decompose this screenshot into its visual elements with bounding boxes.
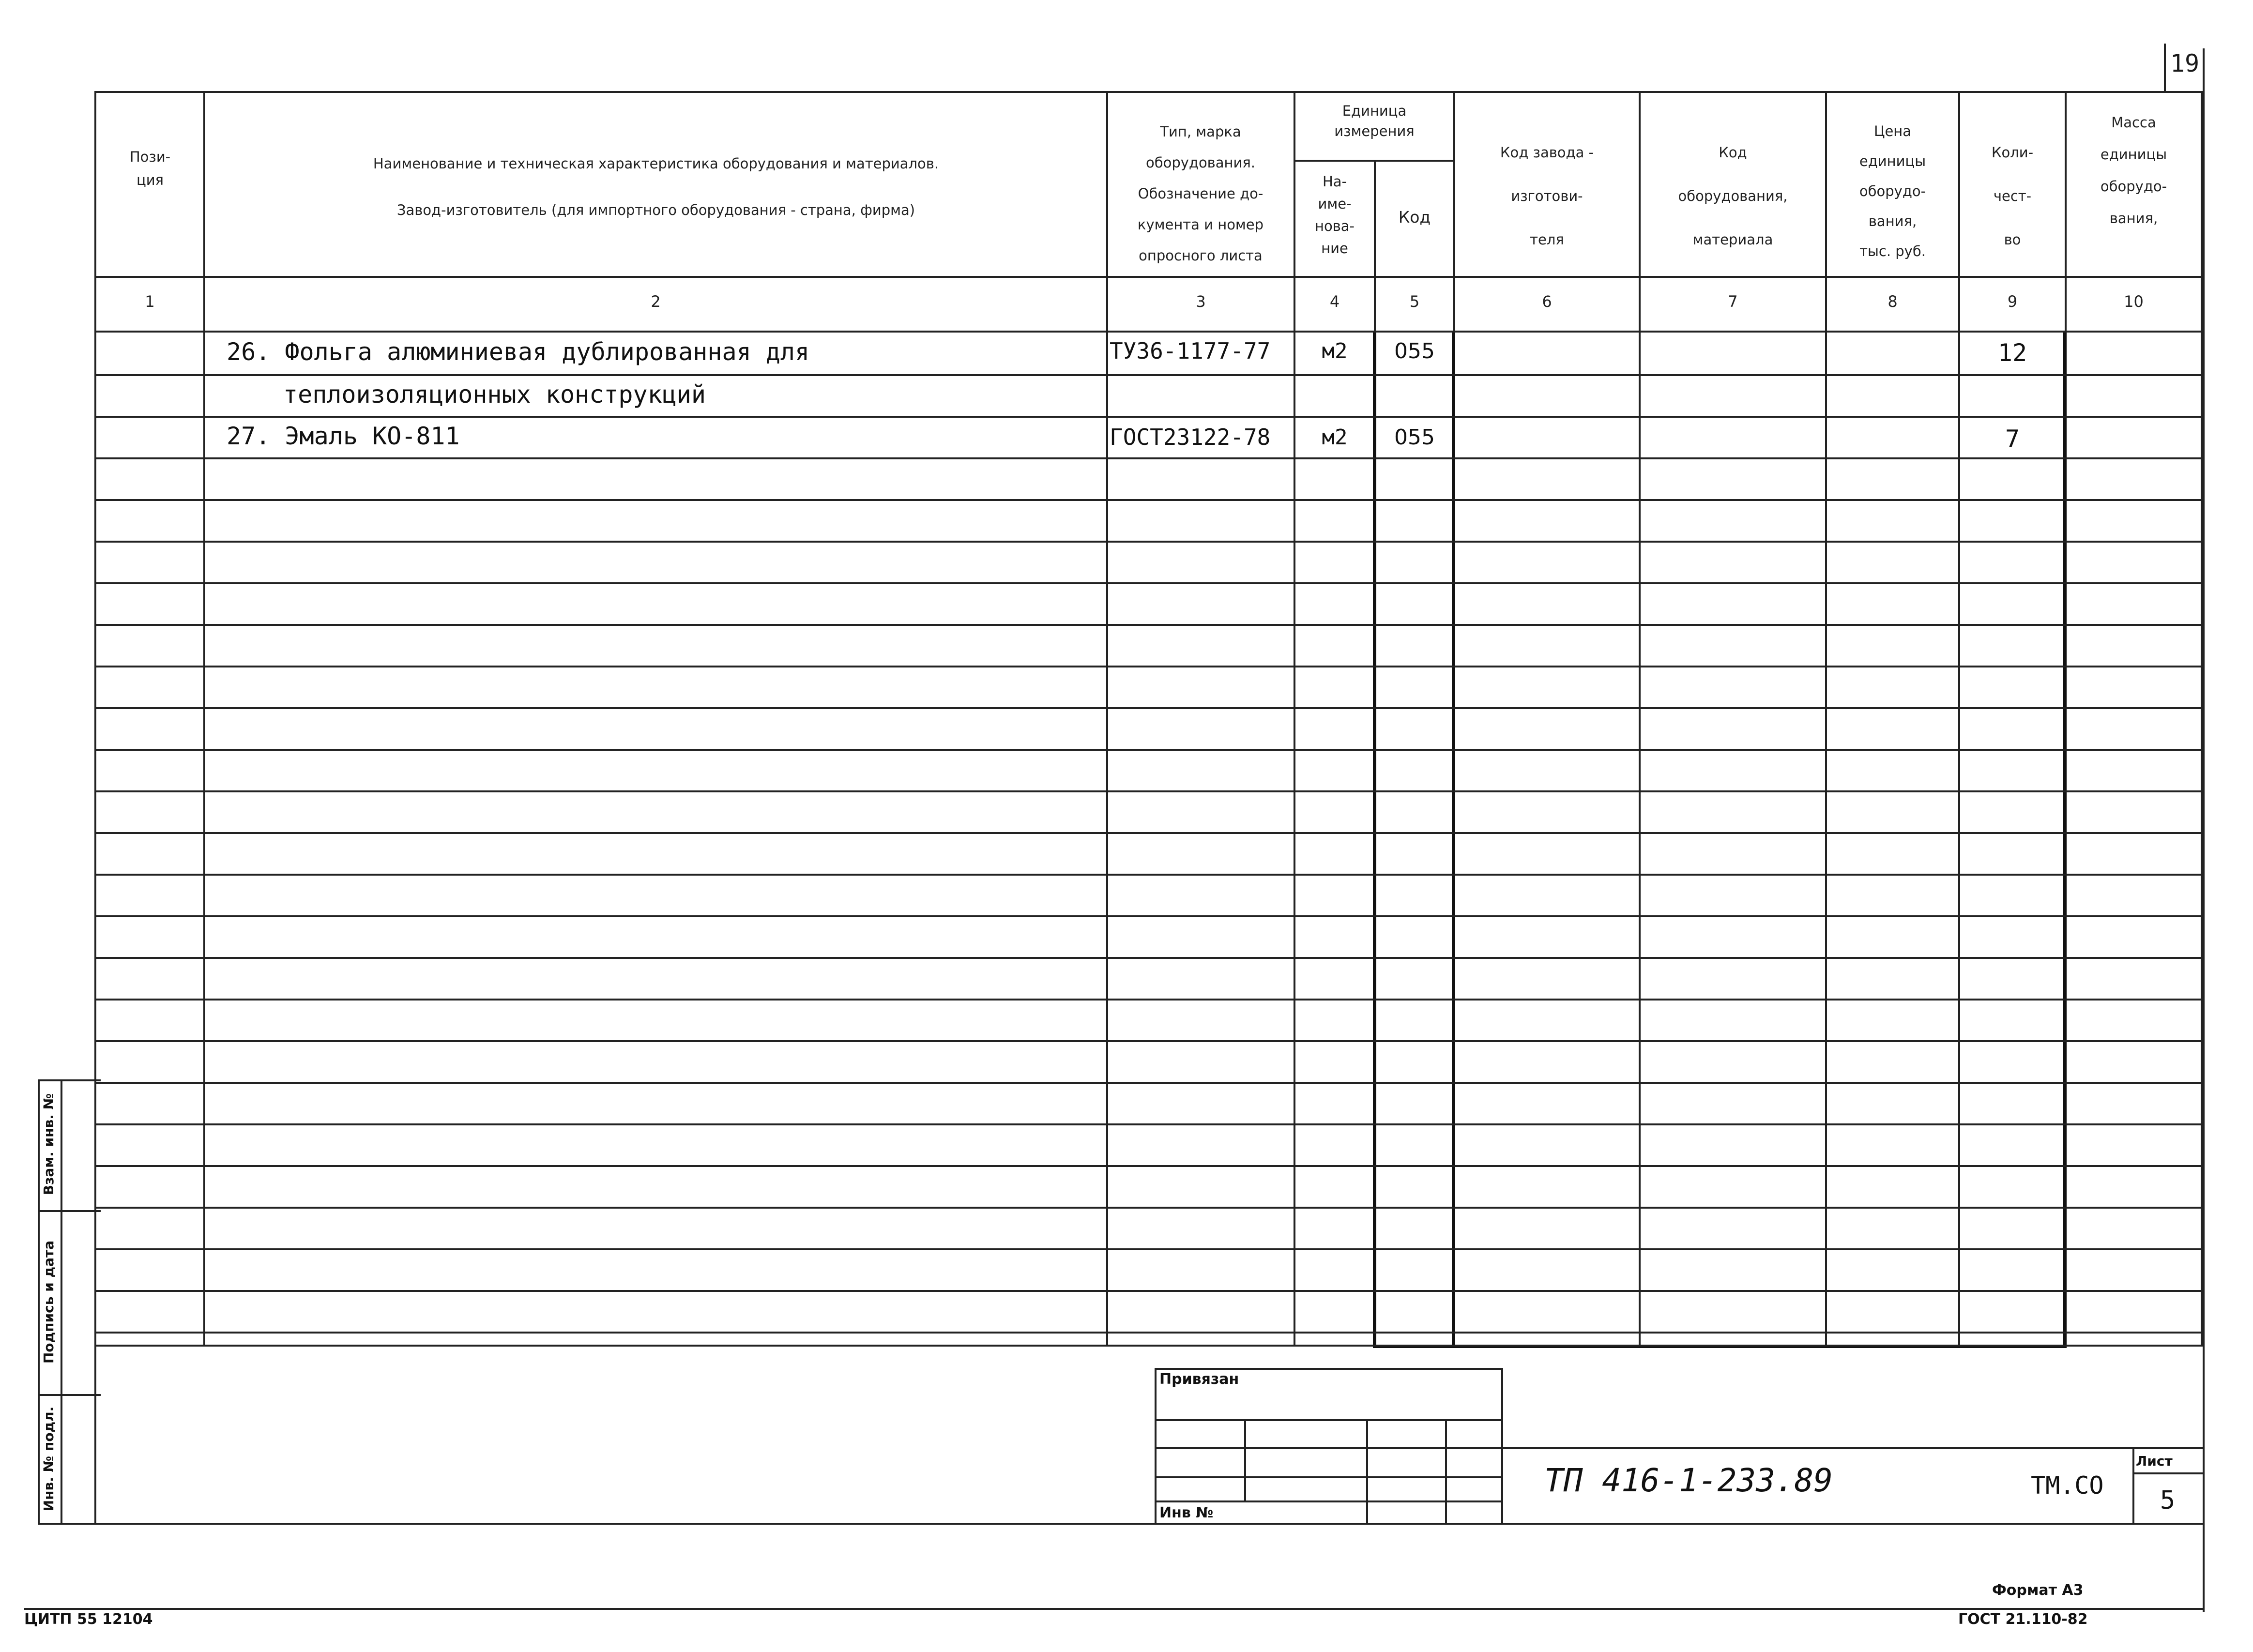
table-row-line <box>94 749 2203 751</box>
column-number-6: 6 <box>1542 292 1552 311</box>
table-row-line <box>94 790 2203 792</box>
table-row-line <box>94 832 2203 834</box>
sheet-box-mid <box>2132 1472 2203 1474</box>
privyazan-label: Привязан <box>1159 1371 1239 1388</box>
privyazan-top <box>1155 1368 1503 1370</box>
table-row-line <box>94 457 2203 459</box>
header-price: Цена единицы оборудо- вания, тыс. руб. <box>1859 123 1926 259</box>
column-number-7: 7 <box>1728 292 1738 311</box>
row-3-name: 27. Эмаль КО-811 <box>227 422 460 450</box>
table-row-line <box>94 1332 2203 1334</box>
title-block-top <box>94 1345 2203 1347</box>
header-type: Тип, марка оборудования. Обозначение до- кумента и номер опросного листа <box>1137 123 1264 264</box>
doc-code: ТП 416-1-233.89 <box>1544 1462 1833 1499</box>
table-row-line <box>94 499 2203 501</box>
side-stamp-inv: Инв. № подл. <box>41 1406 57 1512</box>
header-unit-code: Код <box>1398 208 1431 227</box>
col-line-6 <box>1639 91 1641 1346</box>
header-position: Пози- ция <box>129 149 171 188</box>
header-mass: Масса единицы оборудо- вания, <box>2100 114 2167 227</box>
col-line-2 <box>1106 91 1108 1346</box>
row-1-code: 055 <box>1394 339 1435 364</box>
side-stamp-vzam: Взам. инв. № <box>41 1093 57 1196</box>
column-number-9: 9 <box>2007 292 2018 311</box>
row-3-code: 055 <box>1394 425 1435 450</box>
privyazan-col-2 <box>1366 1419 1368 1523</box>
frame-bottom <box>24 1608 2205 1610</box>
footer-format: Формат А3 <box>1992 1582 2084 1599</box>
col-line-8 <box>1958 91 1960 1346</box>
column-number-1: 1 <box>145 292 155 311</box>
doc-code-line <box>1501 1447 2203 1449</box>
frame-right <box>2203 48 2205 1612</box>
header-unit: Единица измерения <box>1334 103 1415 139</box>
thick-col5-left <box>1373 332 1376 1348</box>
column-number-4: 4 <box>1329 292 1340 311</box>
header-maker-code: Код завода - изготови- теля <box>1500 144 1594 248</box>
column-number-3: 3 <box>1196 292 1206 311</box>
privyazan-line-3 <box>1155 1476 1503 1478</box>
table-row-line <box>94 624 2203 626</box>
row-3-qty: 7 <box>2005 425 2020 453</box>
row-1-doc: ТУ36-1177-77 <box>1110 338 1271 364</box>
frame-top <box>94 91 2203 93</box>
sheet-number: 5 <box>2160 1486 2176 1515</box>
column-numbers-line <box>94 331 2203 333</box>
table-row-line <box>94 1040 2203 1042</box>
sheet-label: Лист <box>2136 1453 2173 1469</box>
table-row-line <box>94 874 2203 876</box>
header-equipment-code: Код оборудования, материала <box>1678 144 1788 248</box>
table-row-line <box>94 666 2203 667</box>
side-stamp-left <box>38 1079 40 1525</box>
column-number-8: 8 <box>1888 292 1898 311</box>
inv-no-label: Инв № <box>1159 1504 1214 1521</box>
privyazan-line-2 <box>1155 1447 1503 1449</box>
col-line-1 <box>203 91 205 1346</box>
table-row-line <box>94 1165 2203 1167</box>
table-row-line <box>94 1207 2203 1209</box>
col-line-7 <box>1825 91 1827 1346</box>
page-number: 19 <box>2170 49 2200 77</box>
table-row-line <box>94 582 2203 584</box>
privyazan-col-3 <box>1445 1419 1447 1523</box>
table-row-line <box>94 1248 2203 1250</box>
row-1-unit: м2 <box>1322 339 1348 364</box>
side-stamp-mid <box>61 1079 62 1525</box>
unit-header-divider <box>1294 160 1453 162</box>
table-row-line <box>94 1123 2203 1125</box>
side-stamp-bottom <box>38 1523 101 1525</box>
page-number-divider <box>2164 44 2166 92</box>
column-number-2: 2 <box>651 292 661 311</box>
footer-gost: ГОСТ 21.110-82 <box>1958 1611 2088 1628</box>
title-block-bottom <box>94 1523 2203 1525</box>
row-3-doc: ГОСТ23122-78 <box>1110 424 1271 450</box>
col-line-10 <box>2201 91 2203 1346</box>
thick-col9-right <box>2063 332 2067 1348</box>
table-row-line <box>94 541 2203 543</box>
table-row-line <box>94 1290 2203 1292</box>
footer-left: ЦИТП 55 12104 <box>24 1611 153 1628</box>
table-row-line <box>94 957 2203 959</box>
row-1-name: 26. Фольга алюминиевая дублированная для <box>227 338 810 366</box>
column-number-5: 5 <box>1409 292 1420 311</box>
col-line-3 <box>1294 91 1295 1346</box>
doc-mark: ТМ.СО <box>2031 1471 2104 1500</box>
header-unit-name: На- име- нова- ние <box>1314 173 1355 257</box>
privyazan-line-4 <box>1155 1500 1503 1502</box>
table-row-line <box>94 915 2203 917</box>
table-row-line <box>94 416 2203 418</box>
table-row-line <box>94 707 2203 709</box>
side-stamp-podpis: Подпись и дата <box>41 1240 57 1364</box>
header-quantity: Коли- чест- во <box>1991 144 2034 248</box>
column-number-10: 10 <box>2124 292 2144 311</box>
header-bottom-line <box>94 276 2203 278</box>
table-row-line <box>94 1082 2203 1084</box>
header-name: Наименование и техническая характеристика оборудования и материалов. Завод-изготовитель (для импортного оборудования - страна, фирма) <box>373 155 939 218</box>
row-3-unit: м2 <box>1322 425 1348 450</box>
thick-col5-right <box>1452 332 1455 1348</box>
privyazan-col-1 <box>1244 1419 1246 1501</box>
table-row-line <box>94 999 2203 1000</box>
row-2-name: теплоизоляционных конструкций <box>283 380 706 409</box>
table-row-line <box>94 374 2203 376</box>
row-1-qty: 12 <box>1997 339 2027 367</box>
privyazan-line-1 <box>1155 1419 1503 1421</box>
